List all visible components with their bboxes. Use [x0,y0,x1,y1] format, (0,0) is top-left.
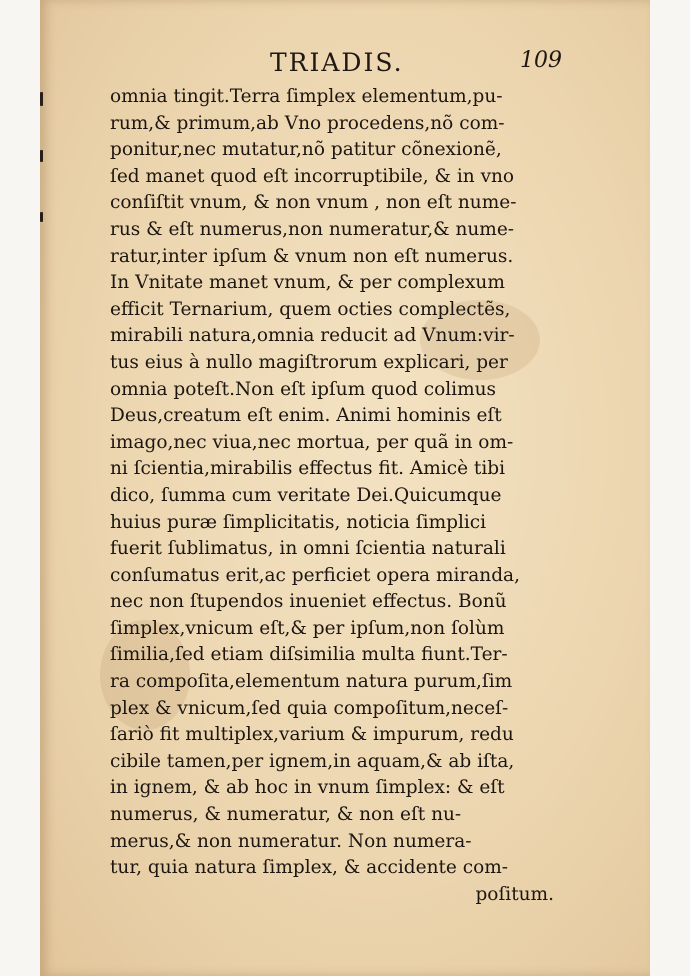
text-line: fuerit ſublimatus, in omni ſcientia naturali [110,538,506,560]
text-line: rus & eſt numerus,non numeratur,& nume- [110,218,515,240]
text-line: in ignem, & ab hoc in vnum ſimplex: & eſt [110,777,505,799]
text-line: In Vnitate manet vnum, & per complexum [110,272,505,294]
text-line: conſumatus erit,ac perficiet opera miranda, [110,564,520,586]
text-line: merus,& non numeratur. Non numera- [110,830,472,852]
text-line: Deus,creatum eſt enim. Animi hominis eſt [110,405,502,427]
text-line: dico, ſumma cum veritate Dei.Quicumque [110,484,502,506]
text-line: nec non ſtupendos inueniet effectus. Bonũ [110,591,507,613]
page-header [110,48,570,80]
text-line: omnia tingit.Terra ſimplex elementum,pu- [110,86,503,107]
gutter-mark [40,150,43,162]
text-line: plex & vnicum,ſed quia compoſitum,neceſ- [110,697,509,719]
text-line: omnia poteſt.Non eſt ipſum quod colimus [110,378,497,400]
text-line: rum,& primum,ab Vno procedens,nõ com- [110,112,505,134]
text-line: efficit Ternarium, quem octies complectẽs, [110,298,511,320]
left-margin-background [0,0,40,976]
text-line: huius puræ ſimplicitatis, noticia ſimplici [110,511,487,533]
gutter-mark [40,212,43,222]
page-number: 109 [520,48,562,73]
text-line: conſiſtit vnum, & non vnum , non eſt nume- [110,192,517,214]
text-line: cibile tamen,per ignem,in aquam,& ab iſta, [110,750,515,772]
text-line: imago,nec viua,nec mortua, per quã in om- [110,431,514,453]
text-line: ſimilia,ſed etiam diſsimilia multa fiunt.Ter- [110,644,508,666]
text-line: tus eius à nullo magiſtrorum explicari, per [110,351,508,373]
text-line: ſimplex,vnicum eſt,& per ipſum,non ſolùm [110,617,505,639]
text-line: ſariò fit multiplex,varium & impurum, redu [110,724,514,746]
text-line: ra compoſita,elementum natura purum,ſim [110,671,513,693]
gutter-mark [40,92,43,106]
text-line: tur, quia natura ſimplex, & accidente com- [110,857,509,879]
text-line: ponitur,nec mutatur,nõ patitur cõnexionẽ, [110,139,502,161]
text-line: ni ſcientia,mirabilis effectus fit. Amicè tibi [110,458,506,480]
text-line-last: poſitum. [475,883,554,905]
text-line: mirabili natura,omnia reducit ad Vnum:vir- [110,325,515,347]
text-line: ſed manet quod eſt incorruptibile, & in vno [110,165,515,187]
text-line: numerus, & numeratur, & non eſt nu- [110,804,462,826]
text-line: ratur,inter ipſum & vnum non eſt numerus. [110,245,514,267]
running-head: TRIADIS. [270,48,404,77]
right-margin-background [650,0,690,976]
body-text [110,84,570,908]
